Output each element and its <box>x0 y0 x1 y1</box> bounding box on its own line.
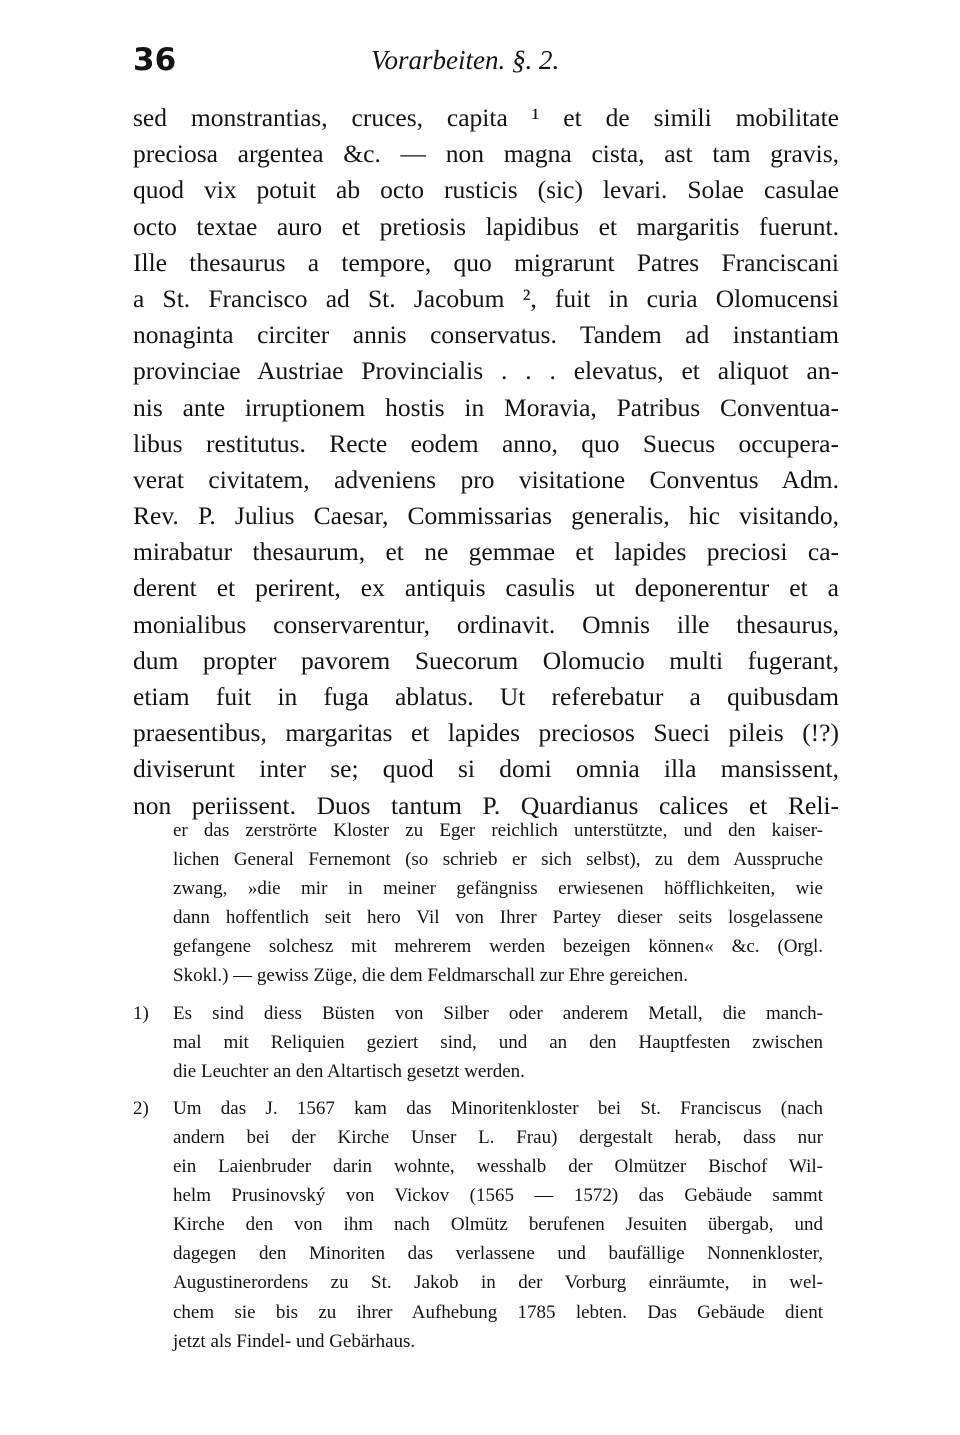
footnote-1 <box>133 999 823 1086</box>
page-header <box>133 42 833 82</box>
text-line: mirabatur thesaurum, et ne gemmae et lapides preciosi ca- <box>133 537 839 567</box>
text-line: octo textae auro et pretiosis lapidibus et margaritis fuerunt. <box>133 211 839 241</box>
text-line: quod vix potuit ab octo rusticis (sic) levari. Solae casulae <box>133 175 839 205</box>
footnote-line: mal mit Reliquien geziert sind, und an den Hauptfesten zwischen <box>173 1031 823 1053</box>
footnote-line: helm Prusinovský von Vickov (1565 — 1572) das Gebäude sammt <box>173 1185 823 1207</box>
footnote-line: jetzt als Findel- und Gebärhaus. <box>173 1330 416 1352</box>
page-number: 36 <box>133 42 177 78</box>
footnote-line: Um das J. 1567 kam das Minoritenkloster bei St. Franciscus (nach <box>173 1097 823 1119</box>
text-line: a St. Francisco ad St. Jacobum ², fuit in curia Olomucensi <box>133 283 839 313</box>
text-line: monialibus conservarentur, ordinavit. Omnis ille thesaurus, <box>133 609 839 639</box>
running-title: Vorarbeiten. §. 2. <box>371 45 560 75</box>
footnote-line: andern bei der Kirche Unser L. Frau) dergestalt herab, dass nur <box>173 1126 823 1148</box>
footnote-line: ein Laienbruder darin wohnte, wesshalb der Olmützer Bischof Wil- <box>173 1156 823 1178</box>
footnote-line: dann hoffentlich seit hero Vil von Ihrer Partey dieser seits losgelassene <box>173 907 823 929</box>
text-line: Rev. P. Julius Caesar, Commissarias generalis, hic visitando, <box>133 501 839 531</box>
footnote-line: dagegen den Minoriten das verlassene und baufällige Nonnenkloster, <box>173 1243 823 1265</box>
footnote-line: chem sie bis zu ihrer Aufhebung 1785 lebten. Das Gebäude dient <box>173 1301 823 1323</box>
text-line: Ille thesaurus a tempore, quo migrarunt Patres Franciscani <box>133 247 839 277</box>
text-line: preciosa argentea &c. — non magna cista, ast tam gravis, <box>133 139 839 169</box>
footnote-marker: 1) <box>133 1002 149 1024</box>
text-line: praesentibus, margaritas et lapides preciosos Sueci pileis (!?) <box>133 718 839 748</box>
footnote-2 <box>133 1094 823 1356</box>
text-line: libus restitutus. Recte eodem anno, quo Suecus occupera- <box>133 428 839 458</box>
footnote-line: Es sind diess Büsten von Silber oder anderem Metall, die manch- <box>173 1002 823 1024</box>
footnote-line: er das zerströrte Kloster zu Eger reichlich unterstützte, und den kaiser- <box>173 820 823 841</box>
text-line: sed monstrantias, cruces, capita ¹ et de simili mobilitate <box>133 103 839 132</box>
footnote-line: Kirche den von ihm nach Olmütz berufenen Jesuiten übergab, und <box>173 1214 823 1236</box>
text-line: etiam fuit in fuga ablatus. Ut referebatur a quibusdam <box>133 682 839 711</box>
footnote-line: Skokl.) — gewiss Züge, die dem Feldmarschall zur Ehre gereichen. <box>173 965 688 987</box>
footnote-marker: 2) <box>133 1097 149 1119</box>
continued-footnote <box>133 816 823 991</box>
text-line: non periissent. Duos tantum P. Quardianus calices et Reli- <box>133 790 839 820</box>
footnotes-area <box>133 816 823 1356</box>
footnote-line: zwang, »die mir in meiner gefängniss erwiesenen höfflichkeiten, wie <box>173 878 823 900</box>
main-text <box>133 100 839 824</box>
text-line: nonaginta circiter annis conservatus. Tandem ad instantiam <box>133 320 839 350</box>
text-line: verat civitatem, adveniens pro visitatione Conventus Adm. <box>133 464 839 494</box>
text-line: dum propter pavorem Suecorum Olomucio multi fugerant, <box>133 645 839 675</box>
footnote-line: die Leuchter an den Altartisch gesetzt werden. <box>173 1060 525 1082</box>
text-line: derent et perirent, ex antiquis casulis ut deponerentur et a <box>133 573 839 603</box>
footnote-line: Augustinerordens zu St. Jakob in der Vorburg einräumte, in wel- <box>173 1272 823 1294</box>
footnote-line: lichen General Fernemont (so schrieb er sich selbst), zu dem Ausspruche <box>173 849 823 871</box>
text-line: diviserunt inter se; quod si domi omnia illa mansissent, <box>133 754 839 784</box>
footnote-line: gefangene solchesz mit mehrerem werden bezeigen können« &c. (Orgl. <box>173 936 823 958</box>
text-line: nis ante irruptionem hostis in Moravia, Patribus Conventua- <box>133 392 839 422</box>
text-line: provinciae Austriae Provincialis . . . elevatus, et aliquot an- <box>133 356 839 386</box>
